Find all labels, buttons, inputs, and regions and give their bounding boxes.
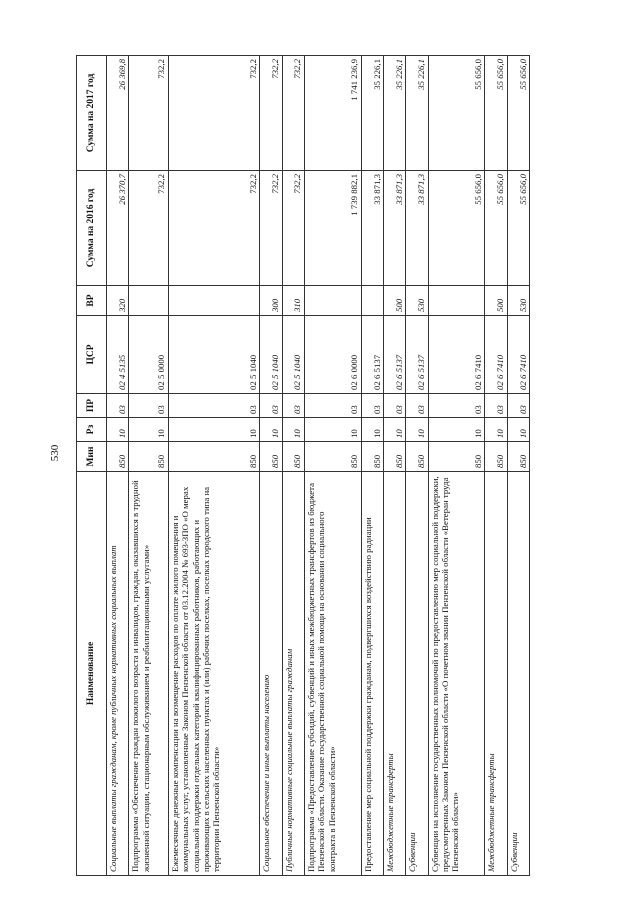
table-body (107, 56, 530, 876)
cell-sum-2016: 732,2 (129, 171, 169, 286)
header-sum-2016: Сумма на 2016 год (77, 171, 107, 286)
cell-csr: 02 6 7410 (507, 316, 529, 394)
cell-name: Подпрограмма «Обеспечение граждан пожилого возраста и инвалидов, граждан, оказавшихся в трудной жизненной ситуации, стационарным обслуживанием и реабилитационными услугами» (129, 472, 169, 876)
cell-rz: 10 (507, 418, 529, 442)
table-row (406, 56, 428, 876)
cell-rz: 10 (485, 418, 507, 442)
cell-sum-2016: 33 871,3 (383, 171, 405, 286)
cell-rz: 10 (406, 418, 428, 442)
cell-sum-2017: 35 226,1 (406, 56, 428, 171)
cell-sum-2016: 732,2 (168, 171, 259, 286)
cell-rz: 10 (168, 418, 259, 442)
table-row (507, 56, 529, 876)
cell-vr (428, 286, 485, 316)
cell-pr: 03 (304, 394, 361, 418)
cell-csr: 02 6 5137 (361, 316, 383, 394)
cell-name: Субвенции (507, 472, 529, 876)
cell-csr: 02 6 5137 (383, 316, 405, 394)
cell-pr: 03 (129, 394, 169, 418)
cell-name: Предоставление мер социальной поддержки гражданам, подвергшихся воздействию радиации (361, 472, 383, 876)
cell-vr: 310 (282, 286, 304, 316)
cell-rz: 10 (428, 418, 485, 442)
cell-min: 850 (304, 442, 361, 472)
header-name: Наименование (77, 472, 107, 876)
cell-rz: 10 (260, 418, 282, 442)
header-pr: ПР (77, 394, 107, 418)
cell-pr: 03 (406, 394, 428, 418)
cell-pr: 03 (507, 394, 529, 418)
table-row (107, 56, 129, 876)
cell-sum-2017: 55 656,0 (428, 56, 485, 171)
table-row (260, 56, 282, 876)
cell-rz: 10 (107, 418, 129, 442)
cell-min: 850 (428, 442, 485, 472)
cell-csr: 02 6 7410 (485, 316, 507, 394)
cell-sum-2017: 1 741 236,9 (304, 56, 361, 171)
cell-pr: 03 (361, 394, 383, 418)
cell-pr: 03 (260, 394, 282, 418)
cell-sum-2017: 55 656,0 (507, 56, 529, 171)
table-header-row (77, 56, 107, 876)
table-row (485, 56, 507, 876)
cell-csr: 02 5 1040 (168, 316, 259, 394)
header-min: Мин (77, 442, 107, 472)
table-row (428, 56, 485, 876)
cell-pr: 03 (485, 394, 507, 418)
cell-sum-2016: 26 370,7 (107, 171, 129, 286)
cell-vr: 500 (383, 286, 405, 316)
cell-sum-2017: 26 369,8 (107, 56, 129, 171)
cell-min: 850 (383, 442, 405, 472)
cell-sum-2016: 55 656,0 (507, 171, 529, 286)
cell-rz: 10 (383, 418, 405, 442)
cell-min: 850 (168, 442, 259, 472)
cell-name: Социальное обеспечение и иные выплаты населению (260, 472, 282, 876)
cell-min: 850 (107, 442, 129, 472)
header-vr: ВР (77, 286, 107, 316)
cell-vr: 320 (107, 286, 129, 316)
cell-min: 850 (260, 442, 282, 472)
cell-sum-2017: 732,2 (260, 56, 282, 171)
cell-min: 850 (361, 442, 383, 472)
cell-rz: 10 (129, 418, 169, 442)
cell-pr: 03 (383, 394, 405, 418)
cell-name: Ежемесячные денежные компенсации на возмещение расходов по оплате жилого помещения и коммунальных услуг, установленные Законом Пензенской области от 03.12.2004 № 693-ЗПО «О мерах социальной поддержки отдельных категорий квалифицированных работников, работающих и проживающих в сельских населенных пунктах и (или) рабочих поселках, поселках городского типа на территории Пензенской области» (168, 472, 259, 876)
cell-sum-2016: 55 656,0 (485, 171, 507, 286)
cell-pr: 03 (107, 394, 129, 418)
cell-sum-2016: 732,2 (282, 171, 304, 286)
cell-csr: 02 5 1040 (260, 316, 282, 394)
cell-name: Межбюджетные трансферты (383, 472, 405, 876)
cell-sum-2017: 35 226,1 (361, 56, 383, 171)
cell-csr: 02 6 0000 (304, 316, 361, 394)
cell-sum-2016: 732,2 (260, 171, 282, 286)
cell-sum-2016: 33 871,3 (406, 171, 428, 286)
cell-sum-2016: 1 739 882,1 (304, 171, 361, 286)
cell-vr (168, 286, 259, 316)
cell-sum-2017: 35 226,1 (383, 56, 405, 171)
cell-min: 850 (282, 442, 304, 472)
cell-vr: 530 (406, 286, 428, 316)
cell-name: Межбюджетные трансферты (485, 472, 507, 876)
cell-sum-2016: 55 656,0 (428, 171, 485, 286)
page-number: 530 (49, 444, 61, 462)
cell-pr: 03 (168, 394, 259, 418)
table-row (383, 56, 405, 876)
cell-csr: 02 4 5135 (107, 316, 129, 394)
cell-rz: 10 (361, 418, 383, 442)
cell-min: 850 (507, 442, 529, 472)
cell-pr: 03 (428, 394, 485, 418)
cell-sum-2017: 732,2 (168, 56, 259, 171)
table-row (168, 56, 259, 876)
cell-sum-2017: 732,2 (129, 56, 169, 171)
header-sum-2017: Сумма на 2017 год (77, 56, 107, 171)
header-csr: ЦСР (77, 316, 107, 394)
cell-rz: 10 (282, 418, 304, 442)
cell-min: 850 (406, 442, 428, 472)
cell-csr: 02 5 0000 (129, 316, 169, 394)
cell-csr: 02 5 1040 (282, 316, 304, 394)
cell-vr: 300 (260, 286, 282, 316)
budget-table (76, 55, 530, 876)
cell-min: 850 (129, 442, 169, 472)
cell-sum-2017: 732,2 (282, 56, 304, 171)
cell-vr: 530 (507, 286, 529, 316)
cell-vr (129, 286, 169, 316)
table-row (129, 56, 169, 876)
cell-vr: 500 (485, 286, 507, 316)
cell-name: Субвенции на исполнение государственных полномочий по предоставлению мер социальной поддержки, предусмотренных Законом Пензенской области «О почетном звании Пензенской области «Ветеран труда Пензенской области» (428, 472, 485, 876)
cell-csr: 02 6 7410 (428, 316, 485, 394)
cell-pr: 03 (282, 394, 304, 418)
cell-csr: 02 6 5137 (406, 316, 428, 394)
table-row (361, 56, 383, 876)
rotated-page (76, 56, 530, 876)
cell-rz: 10 (304, 418, 361, 442)
header-rz: Рз (77, 418, 107, 442)
cell-vr (304, 286, 361, 316)
cell-sum-2016: 33 871,3 (361, 171, 383, 286)
cell-min: 850 (485, 442, 507, 472)
cell-name: Подпрограмма «Предоставление субсидий, субвенций и иных межбюджетных трансфертов из бюджета Пензенской области. Оказание государственной социальной помощи на основании социального контракта в Пензенской области» (304, 472, 361, 876)
cell-name: Социальные выплаты гражданам, кроме публичных нормативных социальных выплат (107, 472, 129, 876)
cell-name: Субвенции (406, 472, 428, 876)
table-row (282, 56, 304, 876)
cell-name: Публичные нормативные социальные выплаты гражданам (282, 472, 304, 876)
cell-vr (361, 286, 383, 316)
cell-sum-2017: 55 656,0 (485, 56, 507, 171)
table-row (304, 56, 361, 876)
